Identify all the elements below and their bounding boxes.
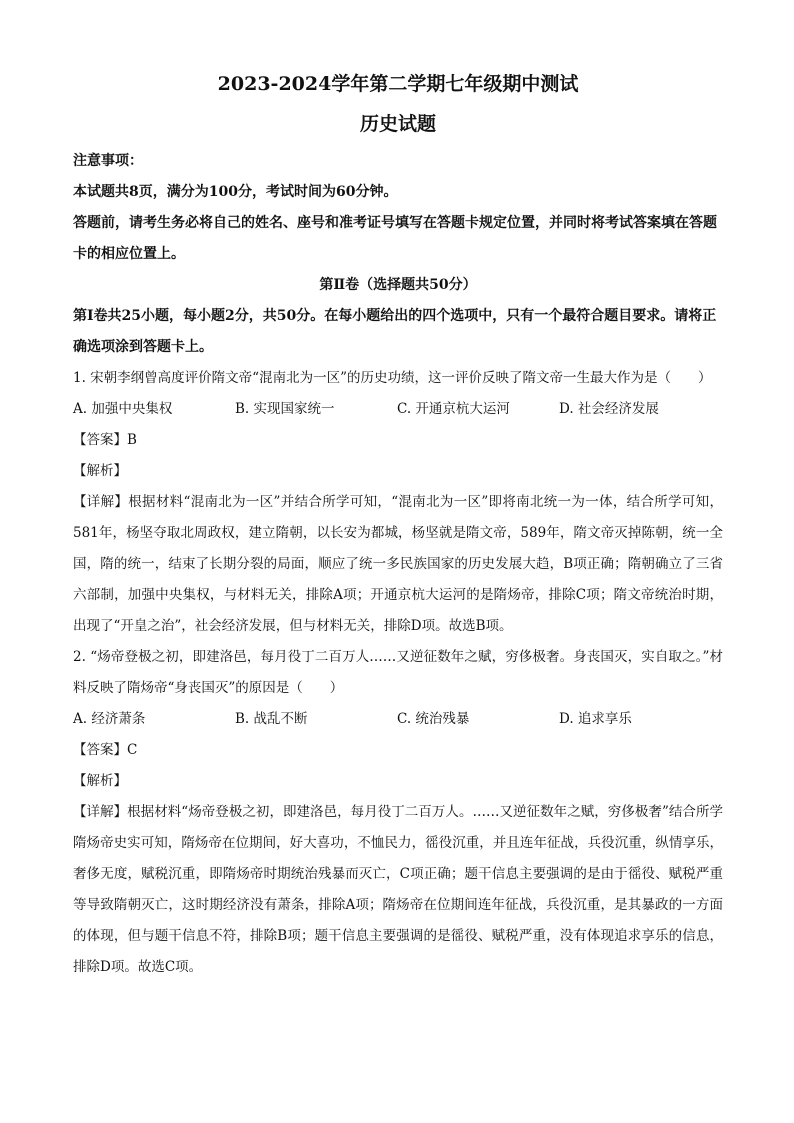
option-b: B. 实现国家统一 bbox=[235, 401, 335, 417]
option-c: C. 统治残暴 bbox=[397, 711, 470, 727]
question-stem: 2. “炀帝登极之初，即建洛邑，每月役丁二百万人……又逆征数年之赋，穷侈极奢。身丧国灭，实自取之。”材料反映了隋炀帝“身丧国灭”的原因是（ ） bbox=[73, 649, 723, 696]
analysis-label: 【解析】 bbox=[73, 463, 127, 479]
section-title: 第Ⅱ卷（选择题共50分） bbox=[319, 277, 477, 293]
option-d: D. 社会经济发展 bbox=[559, 401, 659, 417]
notice-title: 注意事项： bbox=[73, 153, 143, 169]
option-c: C. 开通京杭大运河 bbox=[397, 401, 510, 417]
exam-title: 2023-2024学年第二学期七年级期中测试 bbox=[217, 73, 579, 95]
question-1 bbox=[73, 363, 723, 642]
question-options bbox=[73, 394, 723, 425]
option-a: A. 经济萧条 bbox=[73, 711, 146, 727]
analysis-label: 【解析】 bbox=[73, 773, 127, 789]
question-stem: 1. 宋朝李纲曾高度评价隋文帝“混南北为一区”的历史功绩，这一评价反映了隋文帝一生最大作为是（ ） bbox=[73, 370, 712, 386]
option-a: A. 加强中央集权 bbox=[73, 401, 173, 417]
detail-text: 【详解】根据材料“混南北为一区”并结合所学可知，“混南北为一区”即将南北统一为一体，结合所学可知，581年，杨坚夺取北周政权，建立隋朝，以长安为都城，杨坚就是隋文帝，589年，隋文帝灭掉陈朝，统一全国，隋的统一，结束了长期分裂的局面，顺应了统一多民族国家的历史发展大趋，B项正确；隋朝确立了三省六部制，加强中央集权，与材料无关，排除A项；开通京杭大运河的是隋炀帝，排除C项；隋文帝统治时期，出现了“开皇之治”，社会经济发展，但与材料无关，排除D项。故选B项。 bbox=[73, 494, 723, 634]
notice-line-1: 本试题共8页，满分为100分，考试时间为60分钟。 bbox=[73, 184, 398, 200]
question-options bbox=[73, 704, 723, 735]
notice-line-2: 答题前，请考生务必将自己的姓名、座号和准考证号填写在答题卡规定位置，并同时将考试答案填在答题卡的相应位置上。 bbox=[73, 215, 717, 262]
answer-label: 【答案】C bbox=[73, 742, 138, 758]
answer-label: 【答案】B bbox=[73, 432, 137, 448]
option-d: D. 追求享乐 bbox=[559, 711, 632, 727]
exam-subtitle: 历史试题 bbox=[359, 113, 436, 135]
exam-page bbox=[73, 70, 723, 983]
detail-text: 【详解】根据材料“炀帝登极之初，即建洛邑，每月役丁二百万人。……又逆征数年之赋，穷侈极奢”结合所学隋炀帝史实可知，隋炀帝在位期间，好大喜功，不恤民力，徭役沉重，并且连年征战，兵役沉重，纵情享乐，奢侈无度，赋税沉重，即隋炀帝时期统治残暴而灭亡，C项正确；题干信息主要强调的是由于徭役、赋税严重等导致隋朝灭亡，这时期经济没有萧条，排除A项；隋炀帝在位期间连年征战，兵役沉重，是其暴政的一方面的体现，但与题干信息不符，排除B项；题干信息主要强调的是徭役、赋税严重，没有体现追求享乐的信息，排除D项。故选C项。 bbox=[73, 804, 723, 975]
section-instructions: 第Ⅰ卷共25小题，每小题2分，共50分。在每小题给出的四个选项中，只有一个最符合题目要求。请将正确选项涂到答题卡上。 bbox=[73, 308, 717, 355]
question-2 bbox=[73, 642, 723, 983]
option-b: B. 战乱不断 bbox=[235, 711, 308, 727]
